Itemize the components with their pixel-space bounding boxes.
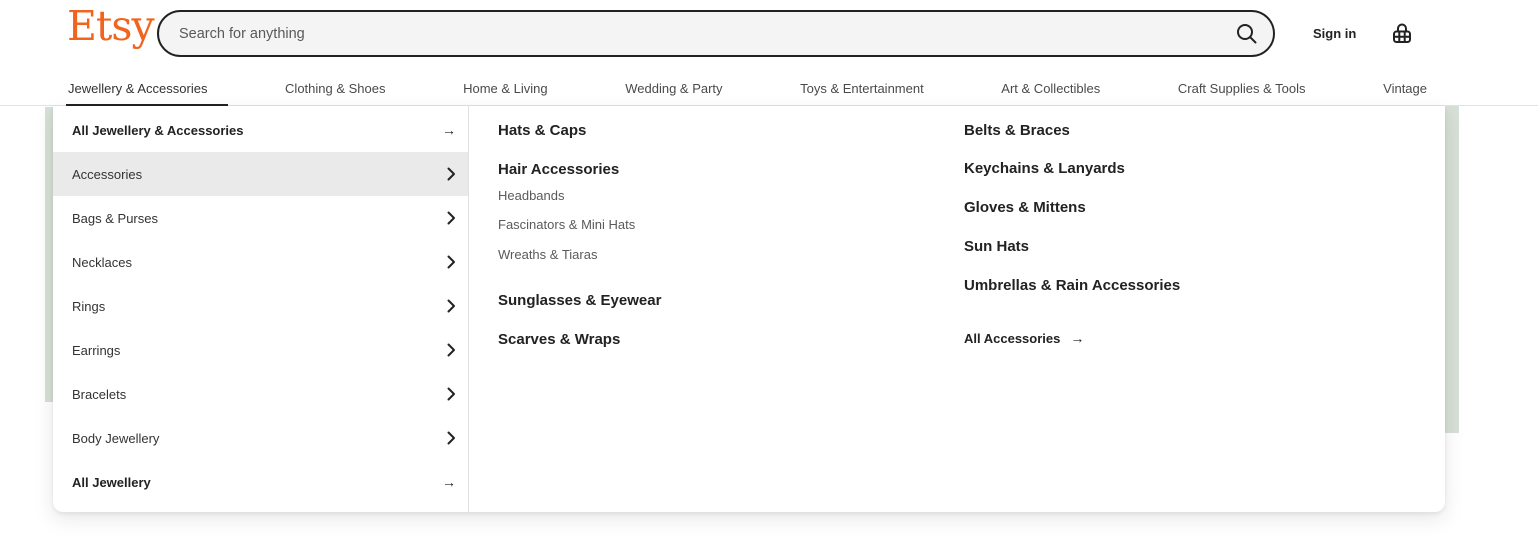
nav-tab-jewellery-accessories[interactable]: Jewellery & Accessories [68, 72, 207, 105]
sidebar-item-all-jewellery-accessories[interactable] [53, 108, 468, 152]
chevron-right-icon [447, 387, 456, 401]
nav-tab-clothing-shoes[interactable]: Clothing & Shoes [285, 81, 386, 96]
arrow-right-icon: → [442, 122, 456, 138]
sidebar-item-bracelets[interactable] [53, 372, 468, 416]
menu-link-keychains-lanyards[interactable]: Keychains & Lanyards [964, 160, 1125, 177]
sidebar-item-label: Bracelets [72, 386, 127, 402]
sidebar-item-label: Earrings [72, 342, 121, 358]
nav-tab-vintage[interactable]: Vintage [1383, 81, 1427, 96]
menu-link-sunglasses-eyewear[interactable]: Sunglasses & Eyewear [498, 292, 662, 309]
nav-tab-toys-entertainment[interactable]: Toys & Entertainment [800, 81, 924, 96]
sidebar-item-label: All Jewellery & Accessories [72, 122, 244, 138]
chevron-right-icon [447, 211, 456, 225]
menu-link-hair-accessories[interactable]: Hair Accessories [498, 161, 620, 178]
search-input[interactable] [159, 12, 1221, 55]
dropdown-column-2 [964, 106, 1180, 348]
basket-icon [1390, 21, 1414, 47]
category-nav-inner [68, 72, 1427, 105]
sidebar-item-necklaces[interactable] [53, 240, 468, 284]
nav-tab-art-collectibles[interactable]: Art & Collectibles [1001, 81, 1101, 96]
nav-tab-home-living[interactable]: Home & Living [463, 81, 548, 96]
background-banner-right-edge [1445, 106, 1459, 433]
sidebar-item-label: All Jewellery [72, 474, 151, 490]
etsy-logo[interactable]: Etsy [67, 2, 154, 50]
sidebar-item-body-jewellery[interactable] [53, 416, 468, 460]
chevron-right-icon [447, 167, 456, 181]
category-nav [0, 72, 1538, 106]
sidebar-item-label: Bags & Purses [72, 210, 158, 226]
menu-link-label: All Accessories [964, 331, 1061, 346]
basket-button[interactable] [1387, 18, 1417, 50]
search-bar [157, 10, 1275, 57]
sidebar-item-accessories[interactable] [53, 152, 468, 196]
background-banner-left-edge [45, 107, 53, 402]
search-icon [1235, 22, 1259, 46]
sidebar-item-label: Rings [72, 298, 106, 314]
sidebar-item-rings[interactable] [53, 284, 468, 328]
sidebar-item-earrings[interactable] [53, 328, 468, 372]
menu-link-fascinators-mini-hats[interactable]: Fascinators & Mini Hats [498, 217, 636, 232]
arrow-right-icon: → [442, 474, 456, 490]
category-dropdown-panel [53, 106, 1445, 512]
sign-in-link[interactable]: Sign in [1313, 26, 1357, 41]
menu-link-hats-caps[interactable]: Hats & Caps [498, 122, 587, 139]
menu-link-scarves-wraps[interactable]: Scarves & Wraps [498, 331, 621, 348]
sidebar-item-label: Body Jewellery [72, 430, 160, 446]
menu-link-gloves-mittens[interactable]: Gloves & Mittens [964, 199, 1086, 216]
sidebar-item-label: Accessories [72, 166, 143, 182]
nav-tab-wedding-party[interactable]: Wedding & Party [625, 81, 723, 96]
menu-link-umbrellas-rain-accessories[interactable]: Umbrellas & Rain Accessories [964, 277, 1181, 294]
dropdown-content [468, 106, 1445, 512]
menu-link-belts-braces[interactable]: Belts & Braces [964, 122, 1070, 139]
chevron-right-icon [447, 431, 456, 445]
menu-link-sun-hats[interactable]: Sun Hats [964, 238, 1030, 255]
menu-link-wreaths-tiaras[interactable]: Wreaths & Tiaras [498, 247, 598, 262]
menu-link-all-accessories[interactable] [964, 329, 1180, 348]
sidebar-item-label: Necklaces [72, 254, 132, 270]
nav-tab-craft-supplies-tools[interactable]: Craft Supplies & Tools [1177, 81, 1306, 96]
menu-link-headbands[interactable]: Headbands [498, 188, 565, 203]
dropdown-column-1 [498, 106, 661, 350]
sidebar-item-all-jewellery[interactable] [53, 460, 468, 504]
search-button[interactable] [1221, 12, 1273, 55]
chevron-right-icon [447, 343, 456, 357]
arrow-right-icon: → [1070, 330, 1085, 346]
dropdown-sidebar [53, 106, 468, 512]
chevron-right-icon [447, 255, 456, 269]
chevron-right-icon [447, 299, 456, 313]
sidebar-item-bags-purses[interactable] [53, 196, 468, 240]
